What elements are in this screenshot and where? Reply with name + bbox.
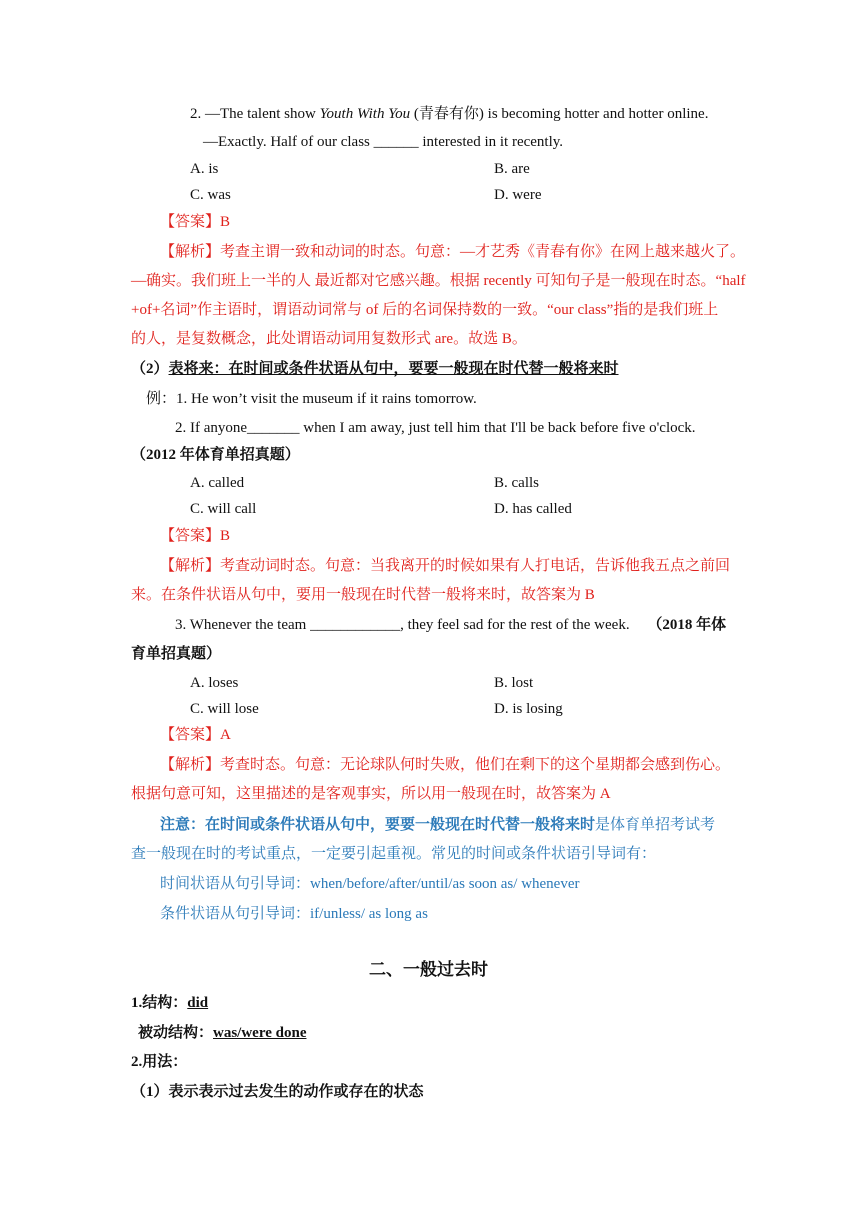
passive-label: 被动结构： — [138, 1025, 214, 1041]
example-3-source-end: 育单招真题） — [131, 646, 222, 662]
note-continuation: 是体育单招考试考 — [595, 817, 716, 833]
passive-value: was/were done — [213, 1025, 307, 1041]
note-time-conjunctions: 时间状语从句引导词：when/before/after/until/as soon as/ whenever — [160, 876, 580, 892]
q2-answer: 【答案】B — [160, 214, 231, 230]
future-usage-text: 表将来：在时间或条件状语从句中，要要一般现在时代替一般将来时 — [168, 361, 619, 377]
future-usage-number: （2） — [131, 361, 169, 377]
q2-stem-pre: 2. —The talent show — [190, 106, 320, 122]
usage-label: 2.用法： — [131, 1054, 188, 1070]
future-usage-heading — [131, 359, 619, 379]
example-2-source: （2012 年体育单招真题） — [131, 447, 300, 463]
ex2-option-c: C. will call — [190, 501, 257, 517]
structure-line — [131, 993, 208, 1013]
note-emphasis: 注意：在时间或条件状语从句中，要要一般现在时代替一般将来时 — [160, 817, 596, 833]
structure-value: did — [187, 995, 209, 1011]
q2-stem-post: (青春有你) is becoming hotter and hotter online. — [410, 106, 709, 122]
example-3-stem — [175, 615, 726, 635]
structure-label: 1.结构： — [131, 995, 188, 1011]
q2-option-b: B. are — [494, 161, 530, 177]
q2-option-a: A. is — [190, 161, 219, 177]
ex3-analysis-line-2: 根据句意可知，这里描述的是客观事实，所以用一般现在时，故答案为 A — [131, 786, 611, 802]
ex3-option-b: B. lost — [494, 675, 534, 691]
q2-analysis-line-3: +of+名词”作主语时，谓语动词常与 of 后的名词保持数的一致。“our class”指的是我们班上 — [131, 302, 719, 318]
q2-analysis-line-2: —确实。我们班上一半的人 最近都对它感兴趣。根据 recently 可知句子是一般现在时态。“half — [131, 273, 746, 289]
example-3-text: 3. Whenever the team ____________, they feel sad for the rest of the week. — [175, 617, 630, 633]
note-line-2: 查一般现在时的考试重点，一定要引起重视。常见的时间或条件状语引导词有： — [131, 846, 657, 862]
ex2-option-d: D. has called — [494, 501, 572, 517]
q2-stem-italic: Youth With You — [319, 106, 411, 122]
q2-analysis-line-4: 的人，是复数概念，此处谓语动词用复数形式 are。故选 B。 — [131, 331, 527, 347]
ex2-analysis-line-2: 来。在条件状语从句中，要用一般现在时代替一般将来时，故答案为 B — [131, 587, 595, 603]
section-past-tense-title: 二、一般过去时 — [369, 960, 488, 980]
passive-structure-line — [138, 1023, 306, 1043]
q2-analysis-line-1: 【解析】考查主谓一致和动词的时态。句意：—才艺秀《青春有你》在网上越来越火了。 — [160, 244, 746, 260]
example-3-source-start: （2018 年体 — [647, 617, 727, 633]
example-1: 例：1. He won’t visit the museum if it rains tomorrow. — [146, 391, 477, 407]
usage-item-1: （1）表示表示过去发生的动作或存在的状态 — [131, 1084, 424, 1100]
ex2-option-b: B. calls — [494, 475, 539, 491]
ex3-answer: 【答案】A — [160, 727, 231, 743]
note-line-1 — [160, 815, 715, 835]
ex2-analysis-line-1: 【解析】考查动词时态。句意：当我离开的时候如果有人打电话，告诉他我五点之前回 — [160, 558, 731, 574]
ex3-analysis-line-1: 【解析】考查时态。句意：无论球队何时失败，他们在剩下的这个星期都会感到伤心。 — [160, 757, 731, 773]
q2-option-c: C. was — [190, 187, 231, 203]
example-2-stem: 2. If anyone_______ when I am away, just tell him that I'll be back before five o'clock. — [175, 420, 696, 436]
q2-reply: —Exactly. Half of our class ______ interested in it recently. — [203, 134, 564, 150]
q2-stem — [190, 104, 708, 124]
ex3-option-c: C. will lose — [190, 701, 259, 717]
ex3-option-d: D. is losing — [494, 701, 563, 717]
ex2-answer: 【答案】B — [160, 528, 231, 544]
ex2-option-a: A. called — [190, 475, 245, 491]
note-condition-conjunctions: 条件状语从句引导词：if/unless/ as long as — [160, 906, 428, 922]
q2-option-d: D. were — [494, 187, 542, 203]
ex3-option-a: A. loses — [190, 675, 239, 691]
